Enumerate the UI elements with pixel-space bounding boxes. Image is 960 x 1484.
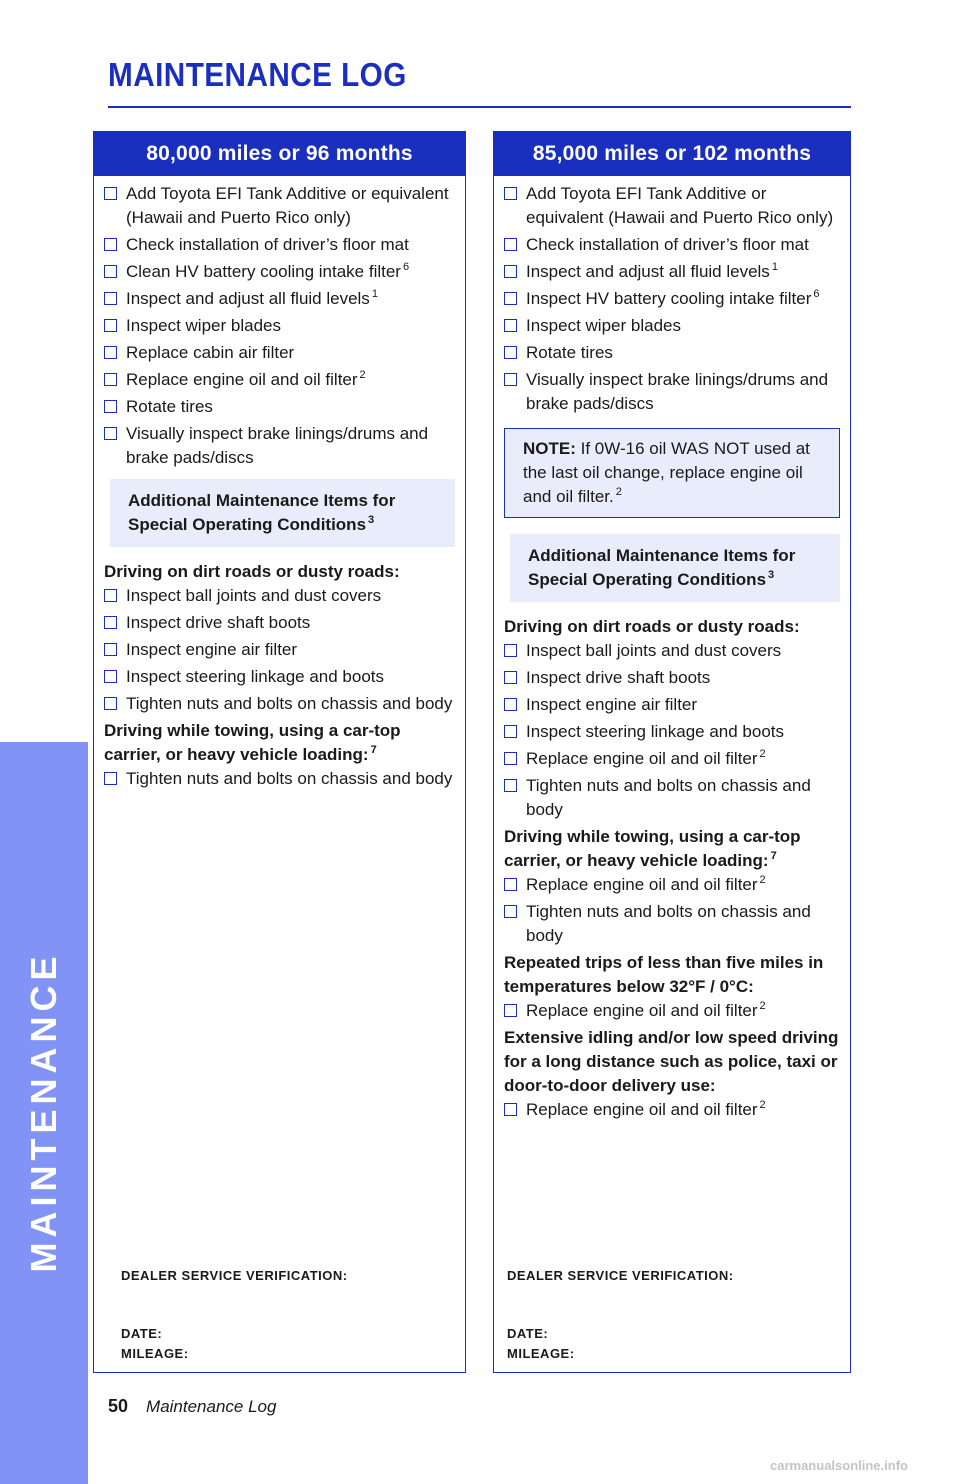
towing-heading — [504, 825, 840, 873]
item-label: Add Toyota EFI Tank Additive or equivalent (Hawaii and Puerto Rico only) — [526, 184, 834, 227]
item-label: Inspect drive shaft boots — [526, 668, 711, 687]
note-label: NOTE: — [523, 439, 576, 458]
checklist-item — [504, 287, 840, 311]
dealer-verification-label: DEALER SERVICE VERIFICATION: — [121, 1268, 348, 1283]
checkbox[interactable] — [504, 698, 517, 711]
checklist-item-text — [526, 314, 840, 338]
checkbox[interactable] — [504, 319, 517, 332]
checklist-item — [104, 260, 455, 284]
checklist-item — [504, 900, 840, 948]
page-footer — [108, 1396, 276, 1417]
checkbox[interactable] — [504, 725, 517, 738]
footnote-ref: 2 — [759, 874, 766, 887]
item-label: Replace engine oil and oil filter — [526, 749, 758, 768]
checkbox[interactable] — [104, 187, 117, 200]
checklist-item — [104, 341, 455, 365]
item-label: Tighten nuts and bolts on chassis and body — [526, 902, 811, 945]
title-divider — [108, 106, 851, 108]
item-label: Replace engine oil and oil filter — [526, 875, 758, 894]
checklist-item — [104, 584, 455, 608]
idling-heading: Extensive idling and/or low speed driving for a long distance such as police, taxi or door-to-door delivery use: — [504, 1028, 839, 1095]
checkbox[interactable] — [504, 346, 517, 359]
checklist-item-text — [126, 368, 455, 392]
checklist-item-text — [126, 422, 455, 470]
checkbox[interactable] — [104, 772, 117, 785]
checkbox[interactable] — [504, 265, 517, 278]
special-conditions-box — [510, 534, 840, 602]
checklist-item — [504, 774, 840, 822]
checkbox[interactable] — [104, 589, 117, 602]
checklist-item — [504, 693, 840, 717]
checkbox[interactable] — [104, 292, 117, 305]
footnote-ref: 6 — [402, 261, 410, 274]
checklist-item — [504, 720, 840, 744]
item-label: Inspect ball joints and dust covers — [126, 586, 382, 605]
item-label: Clean HV battery cooling intake filter — [126, 262, 401, 281]
item-label: Inspect HV battery cooling intake filter — [526, 289, 812, 308]
footer-section-title: Maintenance Log — [146, 1397, 277, 1416]
item-label: Visually inspect brake linings/drums and brake pads/discs — [526, 370, 829, 413]
interval-85000-panel — [493, 131, 851, 1373]
checklist — [104, 182, 455, 470]
checklist-item-text — [126, 665, 455, 689]
checkbox[interactable] — [504, 238, 517, 251]
checkbox[interactable] — [504, 1004, 517, 1017]
special-conditions-heading: Additional Maintenance Items for Special Operating Conditions — [528, 546, 796, 589]
checklist-item — [104, 422, 455, 470]
checkbox[interactable] — [104, 346, 117, 359]
checklist-item-text — [526, 233, 840, 257]
checkbox[interactable] — [104, 319, 117, 332]
checkbox[interactable] — [104, 400, 117, 413]
checklist-item — [104, 611, 455, 635]
checklist-item — [104, 182, 455, 230]
footnote-ref: 3 — [368, 514, 375, 527]
checklist-item-text — [126, 692, 455, 716]
checkbox[interactable] — [504, 292, 517, 305]
checklist — [504, 999, 840, 1023]
checklist-item-text — [126, 767, 455, 791]
checklist-item-text — [126, 341, 455, 365]
footnote-ref: 2 — [759, 748, 766, 761]
footnote-ref: 7 — [370, 744, 377, 757]
footnote-ref: 1 — [771, 261, 778, 274]
checklist-item-text — [126, 233, 455, 257]
page-title: MAINTENANCE LOG — [108, 56, 407, 93]
checkbox[interactable] — [504, 1103, 517, 1116]
item-label: Tighten nuts and bolts on chassis and body — [526, 776, 811, 819]
checkbox[interactable] — [504, 644, 517, 657]
item-label: Inspect wiper blades — [126, 316, 281, 335]
checklist-item — [104, 767, 455, 791]
checklist-item-text — [526, 774, 840, 822]
interval-80000-panel — [93, 131, 466, 1373]
checkbox[interactable] — [104, 265, 117, 278]
checklist-item-text — [126, 395, 455, 419]
footnote-ref: 1 — [371, 288, 378, 301]
checklist-item — [504, 368, 840, 416]
interval-heading: 85,000 miles or 102 months — [494, 132, 850, 176]
footnote-ref: 6 — [813, 288, 820, 301]
checklist — [104, 584, 455, 716]
item-label: Inspect ball joints and dust covers — [526, 641, 782, 660]
checklist-item — [504, 873, 840, 897]
note-box — [504, 428, 840, 518]
special-conditions-heading: Additional Maintenance Items for Special Operating Conditions — [128, 491, 396, 534]
checklist-item-text — [526, 368, 840, 416]
item-label: Replace engine oil and oil filter — [126, 370, 358, 389]
item-label: Inspect steering linkage and boots — [526, 722, 785, 741]
item-label: Add Toyota EFI Tank Additive or equivalent (Hawaii and Puerto Rico only) — [126, 184, 449, 227]
item-label: Inspect drive shaft boots — [126, 613, 311, 632]
checklist-item-text — [526, 666, 840, 690]
checklist-item — [504, 233, 840, 257]
checklist-item — [504, 314, 840, 338]
checkbox[interactable] — [504, 779, 517, 792]
mileage-label: MILEAGE: — [121, 1346, 189, 1361]
checklist-item-text — [526, 693, 840, 717]
item-label: Rotate tires — [526, 343, 613, 362]
towing-heading-text: Driving while towing, using a car-top carrier, or heavy vehicle loading: — [104, 721, 401, 764]
date-label: DATE: — [507, 1326, 549, 1341]
item-label: Tighten nuts and bolts on chassis and body — [126, 769, 453, 788]
checklist-item-text — [526, 260, 840, 284]
footnote-ref: 2 — [759, 1099, 766, 1112]
item-label: Replace engine oil and oil filter — [526, 1100, 758, 1119]
dusty-roads-heading: Driving on dirt roads or dusty roads: — [504, 617, 800, 636]
checkbox[interactable] — [504, 905, 517, 918]
checkbox[interactable] — [504, 878, 517, 891]
checklist-item-text — [526, 900, 840, 948]
checklist-item — [504, 999, 840, 1023]
checklist-item-text — [126, 287, 455, 311]
checkbox[interactable] — [104, 616, 117, 629]
checklist — [504, 1098, 840, 1122]
checklist-item — [104, 638, 455, 662]
towing-heading-text: Driving while towing, using a car-top carrier, or heavy vehicle loading: — [504, 827, 801, 870]
item-label: Inspect steering linkage and boots — [126, 667, 385, 686]
checklist-item — [104, 395, 455, 419]
item-label: Replace engine oil and oil filter — [526, 1001, 758, 1020]
footnote-ref: 2 — [615, 486, 622, 499]
checklist-item-text — [126, 611, 455, 635]
checkbox[interactable] — [504, 752, 517, 765]
item-label: Rotate tires — [126, 397, 213, 416]
checklist-item-text — [526, 287, 840, 311]
checklist-item-text — [526, 747, 840, 771]
checklist-item-text — [526, 999, 840, 1023]
interval-heading: 80,000 miles or 96 months — [94, 132, 465, 176]
towing-heading — [104, 719, 455, 767]
checklist-item — [504, 182, 840, 230]
checkbox[interactable] — [104, 643, 117, 656]
special-conditions-box — [110, 479, 455, 547]
checkbox[interactable] — [104, 238, 117, 251]
checkbox[interactable] — [504, 671, 517, 684]
item-label: Inspect engine air filter — [526, 695, 698, 714]
checklist-item — [504, 341, 840, 365]
dusty-roads-heading: Driving on dirt roads or dusty roads: — [104, 562, 400, 581]
checklist-item — [504, 666, 840, 690]
item-label: Check installation of driver’s floor mat — [126, 235, 409, 254]
footnote-ref: 2 — [759, 1000, 766, 1013]
checklist — [504, 639, 840, 822]
checklist-item-text — [126, 260, 455, 284]
section-side-tab — [0, 742, 88, 1484]
checklist-item-text — [126, 584, 455, 608]
checklist-item — [504, 260, 840, 284]
checklist-item-text — [126, 314, 455, 338]
watermark: carmanualsonline.info — [770, 1458, 908, 1473]
note-text: If 0W-16 oil WAS NOT used at the last oil change, replace engine oil and oil filter. — [523, 439, 810, 506]
checklist-item-text — [526, 720, 840, 744]
checklist-item — [104, 368, 455, 392]
item-label: Inspect and adjust all fluid levels — [526, 262, 770, 281]
checklist-item — [504, 639, 840, 663]
footnote-ref: 3 — [768, 569, 775, 582]
item-label: Check installation of driver’s floor mat — [526, 235, 809, 254]
footnote-ref: 7 — [770, 850, 777, 863]
checklist-item — [104, 233, 455, 257]
checklist-item-text — [526, 1098, 840, 1122]
checklist-item-text — [126, 638, 455, 662]
checklist-item — [104, 665, 455, 689]
checkbox[interactable] — [504, 187, 517, 200]
short-trips-heading: Repeated trips of less than five miles in temperatures below 32°F / 0°C: — [504, 953, 824, 996]
checklist — [504, 182, 840, 416]
item-label: Visually inspect brake linings/drums and brake pads/discs — [126, 424, 429, 467]
checklist-item-text — [526, 639, 840, 663]
item-label: Inspect wiper blades — [526, 316, 681, 335]
checklist-item-text — [526, 341, 840, 365]
checklist — [104, 767, 455, 791]
item-label: Inspect engine air filter — [126, 640, 298, 659]
checklist-item — [104, 287, 455, 311]
date-label: DATE: — [121, 1326, 163, 1341]
checklist-item-text — [526, 182, 840, 230]
checklist-item-text — [126, 182, 455, 230]
checklist-item — [104, 692, 455, 716]
checkbox[interactable] — [104, 373, 117, 386]
item-label: Tighten nuts and bolts on chassis and body — [126, 694, 453, 713]
checkbox[interactable] — [104, 697, 117, 710]
mileage-label: MILEAGE: — [507, 1346, 575, 1361]
checkbox[interactable] — [104, 427, 117, 440]
item-label: Inspect and adjust all fluid levels — [126, 289, 370, 308]
dealer-verification-label: DEALER SERVICE VERIFICATION: — [507, 1268, 734, 1283]
checklist-item — [504, 747, 840, 771]
checklist-item-text — [526, 873, 840, 897]
checkbox[interactable] — [104, 670, 117, 683]
checkbox[interactable] — [504, 373, 517, 386]
checklist-item — [504, 1098, 840, 1122]
footnote-ref: 2 — [359, 369, 366, 382]
item-label: Replace cabin air filter — [126, 343, 295, 362]
checklist-item — [104, 314, 455, 338]
section-side-tab-label: MAINTENANCE — [23, 951, 64, 1273]
checklist — [504, 873, 840, 948]
page-number: 50 — [108, 1396, 129, 1416]
